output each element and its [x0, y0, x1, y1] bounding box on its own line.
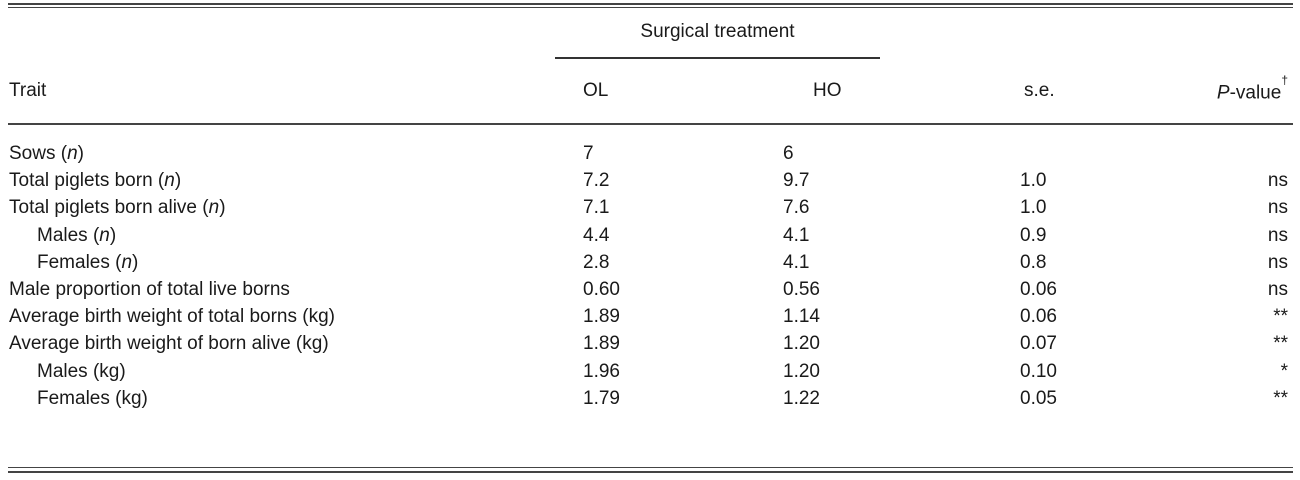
cell-p-value: **	[1273, 333, 1288, 355]
cell-ho: 1.14	[783, 306, 820, 328]
cell-se: 1.0	[1020, 170, 1047, 192]
header-trait: Trait	[9, 80, 47, 101]
cell-p-value: **	[1273, 306, 1288, 328]
cell-p-value: *	[1280, 360, 1288, 382]
cell-ho: 4.1	[783, 224, 810, 246]
table-bottom-rule-outer	[8, 471, 1293, 473]
cell-ol: 2.8	[583, 251, 610, 273]
table-row	[0, 304, 1300, 329]
cell-trait: Total piglets born alive (n)	[9, 197, 226, 219]
cell-se: 0.06	[1020, 279, 1057, 300]
header-p-dagger: †	[1281, 73, 1288, 87]
cell-ol: 1.89	[583, 333, 620, 355]
cell-ol: 1.89	[583, 306, 620, 328]
table-row	[0, 195, 1300, 220]
table-row	[0, 277, 1300, 302]
group-header-surgical-treatment: Surgical treatment	[640, 21, 795, 42]
cell-p-value: ns	[1267, 170, 1288, 192]
cell-ho: 7.6	[783, 197, 810, 219]
cell-trait: Average birth weight of total borns (kg)	[9, 306, 335, 328]
cell-trait: Females (n)	[37, 251, 139, 273]
cell-se: 0.05	[1020, 387, 1057, 409]
cell-ol: 1.96	[583, 360, 620, 382]
table-row	[0, 359, 1300, 384]
cell-trait: Male proportion of total live borns	[9, 279, 290, 300]
cell-ho: 9.7	[783, 170, 810, 192]
cell-ho: 4.1	[783, 251, 810, 273]
cell-trait: Females (kg)	[37, 387, 148, 409]
cell-se: 0.9	[1020, 224, 1047, 246]
table-row	[0, 223, 1300, 248]
cell-p-value: ns	[1267, 279, 1288, 300]
cell-ho: 1.22	[783, 387, 820, 409]
cell-se: 0.06	[1020, 306, 1057, 328]
cell-ol: 7	[583, 143, 594, 164]
header-p-suffix: -value	[1229, 82, 1282, 104]
cell-p-value: ns	[1267, 197, 1288, 219]
cell-trait: Males (kg)	[37, 360, 126, 382]
cell-trait: Total piglets born (n)	[9, 170, 182, 192]
cell-se: 1.0	[1020, 197, 1047, 219]
cell-trait: Sows (n)	[9, 143, 84, 164]
cell-ol: 0.60	[583, 279, 620, 300]
cell-trait: Average birth weight of born alive (kg)	[9, 333, 329, 355]
cell-ol: 1.79	[583, 387, 620, 409]
table-top-rule-inner	[8, 7, 1293, 8]
cell-se: 0.10	[1020, 360, 1057, 382]
header-se: s.e.	[1024, 80, 1055, 101]
cell-ho: 1.20	[783, 360, 820, 382]
table-row	[0, 331, 1300, 356]
cell-p-value: ns	[1267, 251, 1288, 273]
cell-se: 0.07	[1020, 333, 1057, 355]
table-row	[0, 168, 1300, 193]
cell-ho: 6	[783, 143, 794, 164]
table-top-rule	[8, 3, 1293, 5]
table-row	[0, 386, 1300, 411]
cell-ol: 4.4	[583, 224, 610, 246]
header-ol: OL	[583, 80, 609, 101]
header-ho: HO	[813, 80, 842, 101]
group-header-rule	[555, 57, 880, 59]
header-p-value	[1216, 73, 1288, 104]
cell-p-value: ns	[1267, 224, 1288, 246]
cell-ho: 0.56	[783, 279, 820, 300]
table-row	[0, 250, 1300, 275]
cell-ho: 1.20	[783, 333, 820, 355]
cell-se: 0.8	[1020, 251, 1047, 273]
cell-ol: 7.1	[583, 197, 610, 219]
cell-trait: Males (n)	[37, 224, 117, 246]
table-bottom-rule	[8, 467, 1293, 468]
cell-p-value: **	[1273, 387, 1288, 409]
table-row	[0, 141, 1300, 166]
header-bottom-rule	[8, 123, 1293, 125]
cell-ol: 7.2	[583, 170, 610, 192]
header-p-letter: P	[1216, 82, 1230, 104]
